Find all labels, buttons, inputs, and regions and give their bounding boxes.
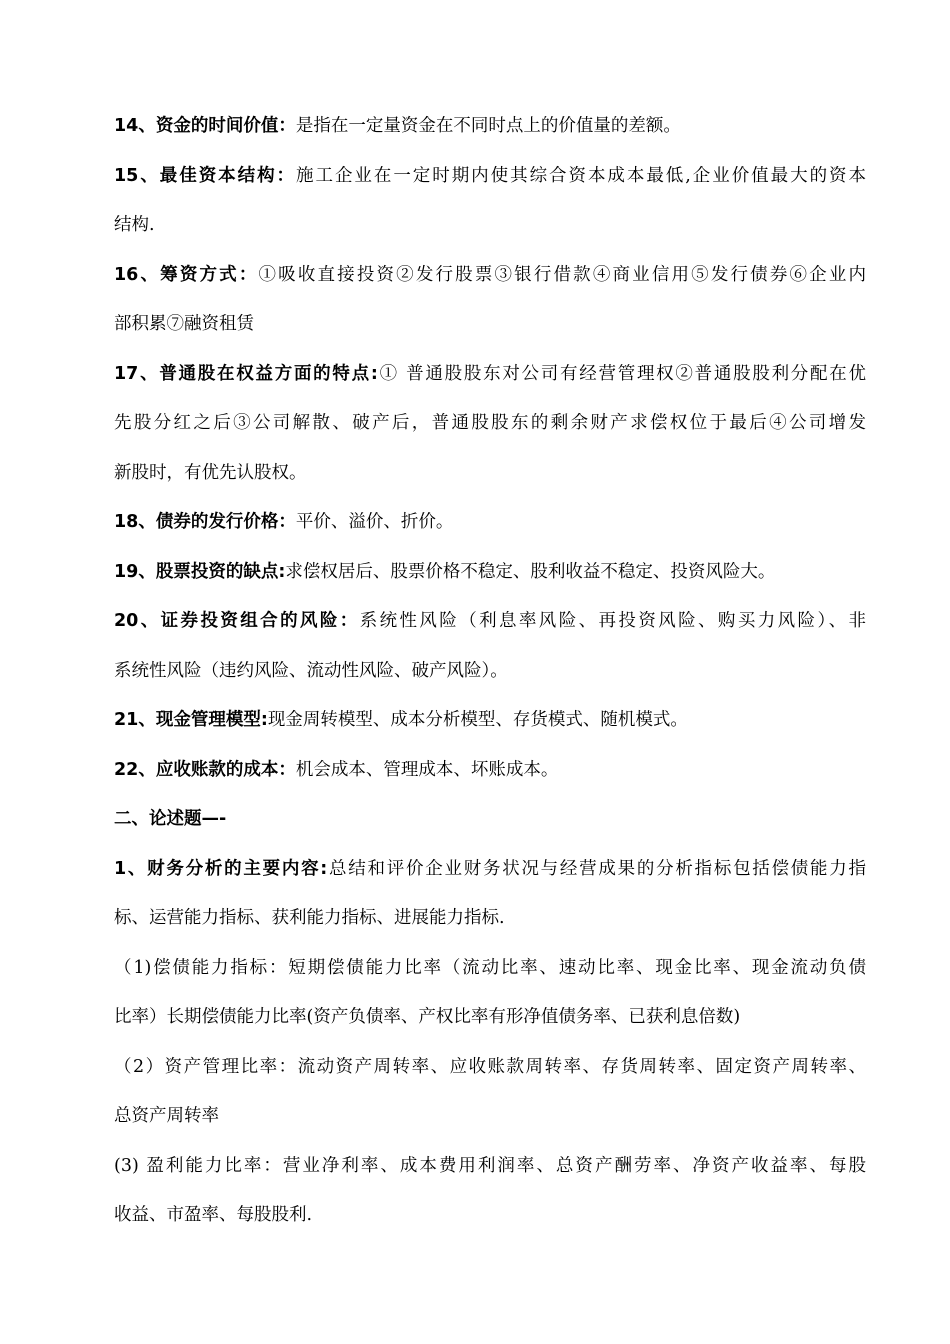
term-label: 18、债券的发行价格： [114, 512, 296, 532]
paragraph [114, 102, 866, 152]
definition-text: 结构. [114, 215, 155, 235]
text-line [114, 795, 866, 845]
text-line [114, 102, 866, 152]
text-line [114, 845, 866, 895]
paragraph [114, 498, 866, 548]
paragraph [114, 845, 866, 944]
definition-text: 先股分红之后③公司解散、破产后，普通股股东的剩余财产求偿权位于最后④公司增发 [114, 413, 866, 433]
text-line [114, 696, 866, 746]
text-line [114, 1191, 866, 1241]
definition-text: （2）资产管理比率：流动资产周转率、应收账款周转率、存货周转率、固定资产周转率、 [114, 1056, 866, 1077]
definition-text: （1)偿债能力指标：短期偿债能力比率（流动比率、速动比率、现金比率、现金流动负债 [114, 957, 866, 978]
definition-text: 比率）长期偿债能力比率(资产负债率、产权比率有形净值债务率、已获利息倍数) [114, 1007, 741, 1027]
text-line [114, 152, 866, 202]
text-line [114, 944, 866, 994]
text-line [114, 746, 866, 796]
definition-text: 收益、市盈率、每股股利. [114, 1205, 313, 1225]
paragraph [114, 696, 866, 746]
text-line [114, 993, 866, 1043]
text-line [114, 647, 866, 697]
text-line [114, 399, 866, 449]
text-line [114, 894, 866, 944]
paragraph [114, 597, 866, 696]
term-label: 16、筹资方式： [114, 264, 259, 285]
text-line [114, 548, 866, 598]
paragraph [114, 251, 866, 350]
paragraph [114, 548, 866, 598]
definition-text: ①吸收直接投资②发行股票③银行借款④商业信用⑤发行债券⑥企业内 [258, 264, 866, 285]
definition-text: 新股时，有优先认股权。 [114, 462, 307, 483]
definition-text: 部积累⑦融资租赁 [114, 314, 254, 334]
definition-text: 系统性风险（利息率风险、再投资风险、购买力风险）、非 [359, 611, 866, 631]
definition-text: 平价、溢价、折价。 [295, 512, 454, 532]
text-line [114, 300, 866, 350]
definition-text: 机会成本、管理成本、坏账成本。 [295, 759, 559, 780]
definition-text: 求偿权居后、股票价格不稳定、股利收益不稳定、投资风险大。 [285, 561, 776, 582]
term-label: 1、财务分析的主要内容: [114, 858, 328, 879]
text-line [114, 1043, 866, 1093]
paragraph [114, 1043, 866, 1142]
definition-text: 现金周转模型、成本分析模型、存货模式、随机模式。 [267, 710, 688, 730]
definition-text: 系统性风险（违约风险、流动性风险、破产风险）。 [114, 660, 508, 681]
text-line [114, 1092, 866, 1142]
definition-text: (3) 盈利能力比率：营业净利率、成本费用利润率、总资产酬劳率、净资产收益率、每股 [114, 1155, 866, 1176]
paragraph [114, 152, 866, 251]
paragraph [114, 350, 866, 499]
term-label: 19、股票投资的缺点: [114, 561, 286, 582]
paragraph [114, 746, 866, 796]
text-line [114, 350, 866, 400]
term-label: 21、现金管理模型: [114, 710, 268, 730]
document-page [114, 102, 866, 1241]
term-label: 17、普通股在权益方面的特点: [114, 363, 378, 384]
text-line [114, 251, 866, 301]
definition-text: 施工企业在一定时期内使其综合资本成本最低,企业价值最大的资本 [296, 165, 866, 186]
text-line [114, 498, 866, 548]
paragraph [114, 1142, 866, 1241]
definition-text: 是指在一定量资金在不同时点上的价值量的差额。 [295, 116, 681, 136]
term-label: 二、论述题—- [114, 809, 227, 829]
term-label: 14、资金的时间价值： [114, 116, 296, 136]
paragraph [114, 795, 866, 845]
text-line [114, 449, 866, 499]
term-label: 22、应收账款的成本： [114, 759, 296, 780]
text-line [114, 597, 866, 647]
term-label: 20、证券投资组合的风险： [114, 611, 360, 631]
definition-text: 总资产周转率 [114, 1106, 219, 1126]
paragraph [114, 944, 866, 1043]
definition-text: 标、运营能力指标、获利能力指标、进展能力指标. [114, 908, 505, 928]
text-line [114, 1142, 866, 1192]
text-line [114, 201, 866, 251]
definition-text: 总结和评价企业财务状况与经营成果的分析指标包括偿债能力指 [327, 858, 866, 879]
term-label: 15、最佳资本结构： [114, 165, 297, 186]
definition-text: ① 普通股股东对公司有经营管理权②普通股股利分配在优 [377, 363, 867, 384]
